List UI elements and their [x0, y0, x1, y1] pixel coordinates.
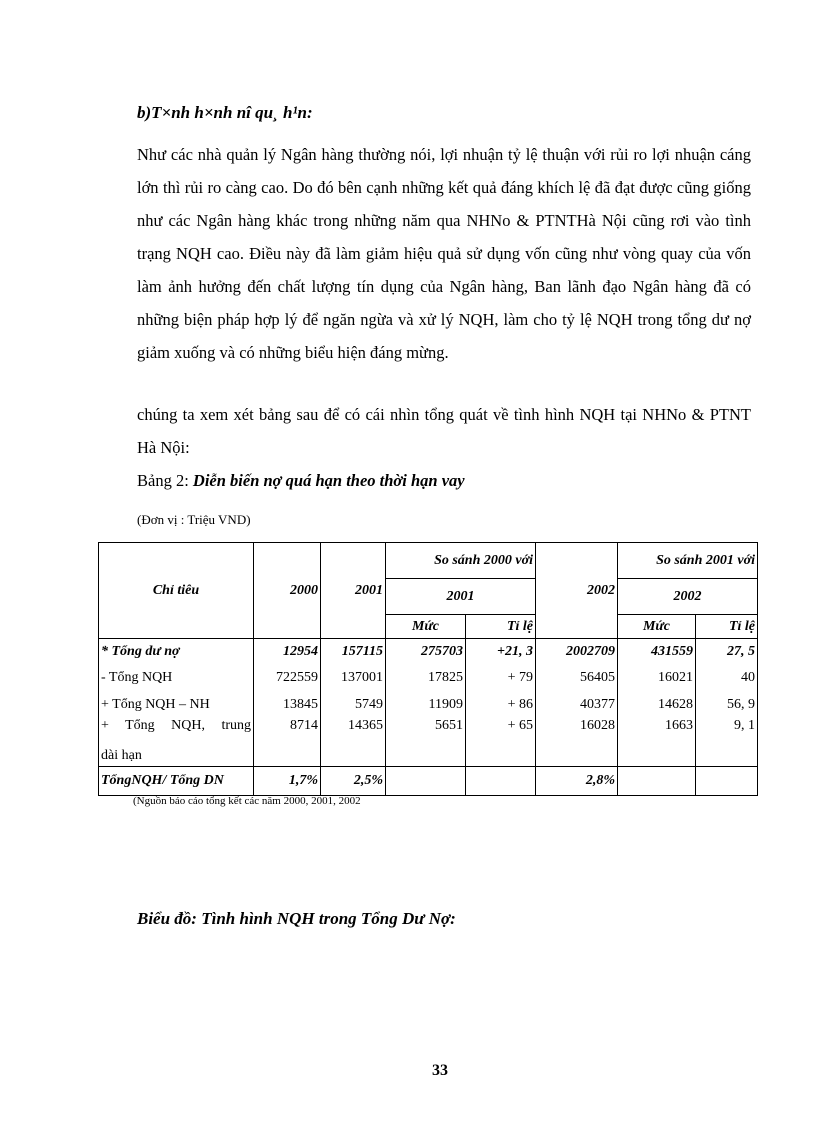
cell-2000: 722559: [254, 664, 321, 691]
table-row-ratio: [99, 767, 758, 796]
cell-2000: 13845: [254, 691, 321, 718]
paragraph-intro: Như các nhà quản lý Ngân hàng thường nói, lợi nhuận tỷ lệ thuận với rủi ro lợi nhuận cáng lớn thì rủi ro càng cao. Do đó bên cạnh những kết quả đáng khích lệ đã đạt được cũng giống như các Ngân hàng khác trong những năm qua NHNo & PTNTHà Nội cũng rơi vào tình trạng NQH cao. Điều này đã làm giảm hiệu quả sử dụng vốn cũng như vòng quay của vốn làm ảnh hưởng đến chất lượng tín dụng của Ngân hàng, Ban lãnh đạo Ngân hàng đã có những biện pháp hợp lý để ngăn ngừa và xử lý NQH, làm cho tỷ lệ NQH trong tổng dư nợ giảm xuống và có những biểu hiện đáng mừng.: [137, 145, 751, 362]
page-number: 33: [432, 1062, 448, 1079]
cell-label: TổngNQH/ Tổng DN: [99, 767, 254, 796]
cell-level-1: 5651: [386, 718, 466, 745]
header-level-2: Mức: [618, 615, 696, 639]
table-row-total-debt: [99, 639, 758, 665]
header-indicator: Chỉ tiêu: [99, 543, 254, 639]
cell-level-2: 1663: [618, 718, 696, 745]
caption-prefix: Bảng 2:: [137, 471, 189, 490]
header-compare-2001-2002: [618, 543, 758, 579]
paragraph-table-intro: chúng ta xem xét bảng sau để có cái nhìn tổng quát về tình hình NQH tại NHNo & PTNT Hà Nội:: [137, 405, 751, 457]
caption-title: Diễn biến nợ quá hạn theo thời hạn vay: [192, 471, 465, 490]
header-2000: 2000: [254, 543, 321, 639]
cell-label-cont: dài hạn: [99, 745, 254, 767]
cell-level-2: 16021: [618, 664, 696, 691]
unit-note: (Đơn vị : Triệu VND): [137, 512, 251, 527]
cell-rate-2: 56, 9: [696, 691, 758, 718]
cell-label: + Tổng NQH, trung: [99, 718, 254, 745]
cell-level-2: 14628: [618, 691, 696, 718]
cell-rate-2: [696, 767, 758, 796]
cell-2001: 14365: [321, 718, 386, 745]
cell-label: * Tổng dư nợ: [99, 639, 254, 665]
table-row-total-overdue: [99, 664, 758, 691]
chart-heading: Biểu đồ: Tình hình NQH trong Tổng Dư Nợ:: [137, 909, 456, 928]
cell-rate-1: [466, 767, 536, 796]
header-compare1-line1: So sánh 2000 với: [434, 552, 533, 568]
cell-rate-1: + 79: [466, 664, 536, 691]
cell-2001: 5749: [321, 691, 386, 718]
cell-2001: 2,5%: [321, 767, 386, 796]
header-compare2-line1: So sánh 2001 với: [656, 552, 755, 568]
cell-2002: 16028: [536, 718, 618, 745]
header-2002: 2002: [536, 543, 618, 639]
header-compare1-line2: 2001: [386, 579, 536, 615]
table-header-row: [99, 543, 758, 579]
cell-2002: 56405: [536, 664, 618, 691]
cell-rate-2: 27, 5: [696, 639, 758, 665]
cell-rate-2: 40: [696, 664, 758, 691]
cell-label: + Tổng NQH – NH: [99, 691, 254, 718]
cell-rate-1: + 65: [466, 718, 536, 745]
cell-2000: 12954: [254, 639, 321, 665]
section-heading: b)T×nh h×nh nî qu¸ h¹n:: [137, 103, 313, 122]
cell-rate-1: +21, 3: [466, 639, 536, 665]
cell-rate-2: 9, 1: [696, 718, 758, 745]
source-note: (Nguồn báo cáo tổng kết các năm 2000, 2001, 2002: [133, 795, 361, 807]
cell-2002: 2,8%: [536, 767, 618, 796]
cell-2000: 1,7%: [254, 767, 321, 796]
cell-level-2: 431559: [618, 639, 696, 665]
header-level-1: Mức: [386, 615, 466, 639]
table-row-short-term: [99, 691, 758, 718]
header-rate-2: Tỉ lệ: [696, 615, 758, 639]
table-caption: [137, 471, 465, 491]
header-rate-1: Tỉ lệ: [466, 615, 536, 639]
cell-level-2: [618, 767, 696, 796]
header-2001: 2001: [321, 543, 386, 639]
cell-label: - Tổng NQH: [99, 664, 254, 691]
cell-level-1: 17825: [386, 664, 466, 691]
cell-level-1: [386, 767, 466, 796]
cell-2000: 8714: [254, 718, 321, 745]
overdue-debt-table: [98, 542, 758, 796]
cell-2002: 2002709: [536, 639, 618, 665]
cell-2001: 137001: [321, 664, 386, 691]
header-compare-2000-2001: [386, 543, 536, 579]
header-compare2-line2: 2002: [618, 579, 758, 615]
cell-level-1: 275703: [386, 639, 466, 665]
cell-level-1: 11909: [386, 691, 466, 718]
cell-2002: 40377: [536, 691, 618, 718]
cell-rate-1: + 86: [466, 691, 536, 718]
table-row-medium-long-term: [99, 718, 758, 745]
table-row-medium-long-term-cont: [99, 745, 758, 767]
cell-2001: 157115: [321, 639, 386, 665]
